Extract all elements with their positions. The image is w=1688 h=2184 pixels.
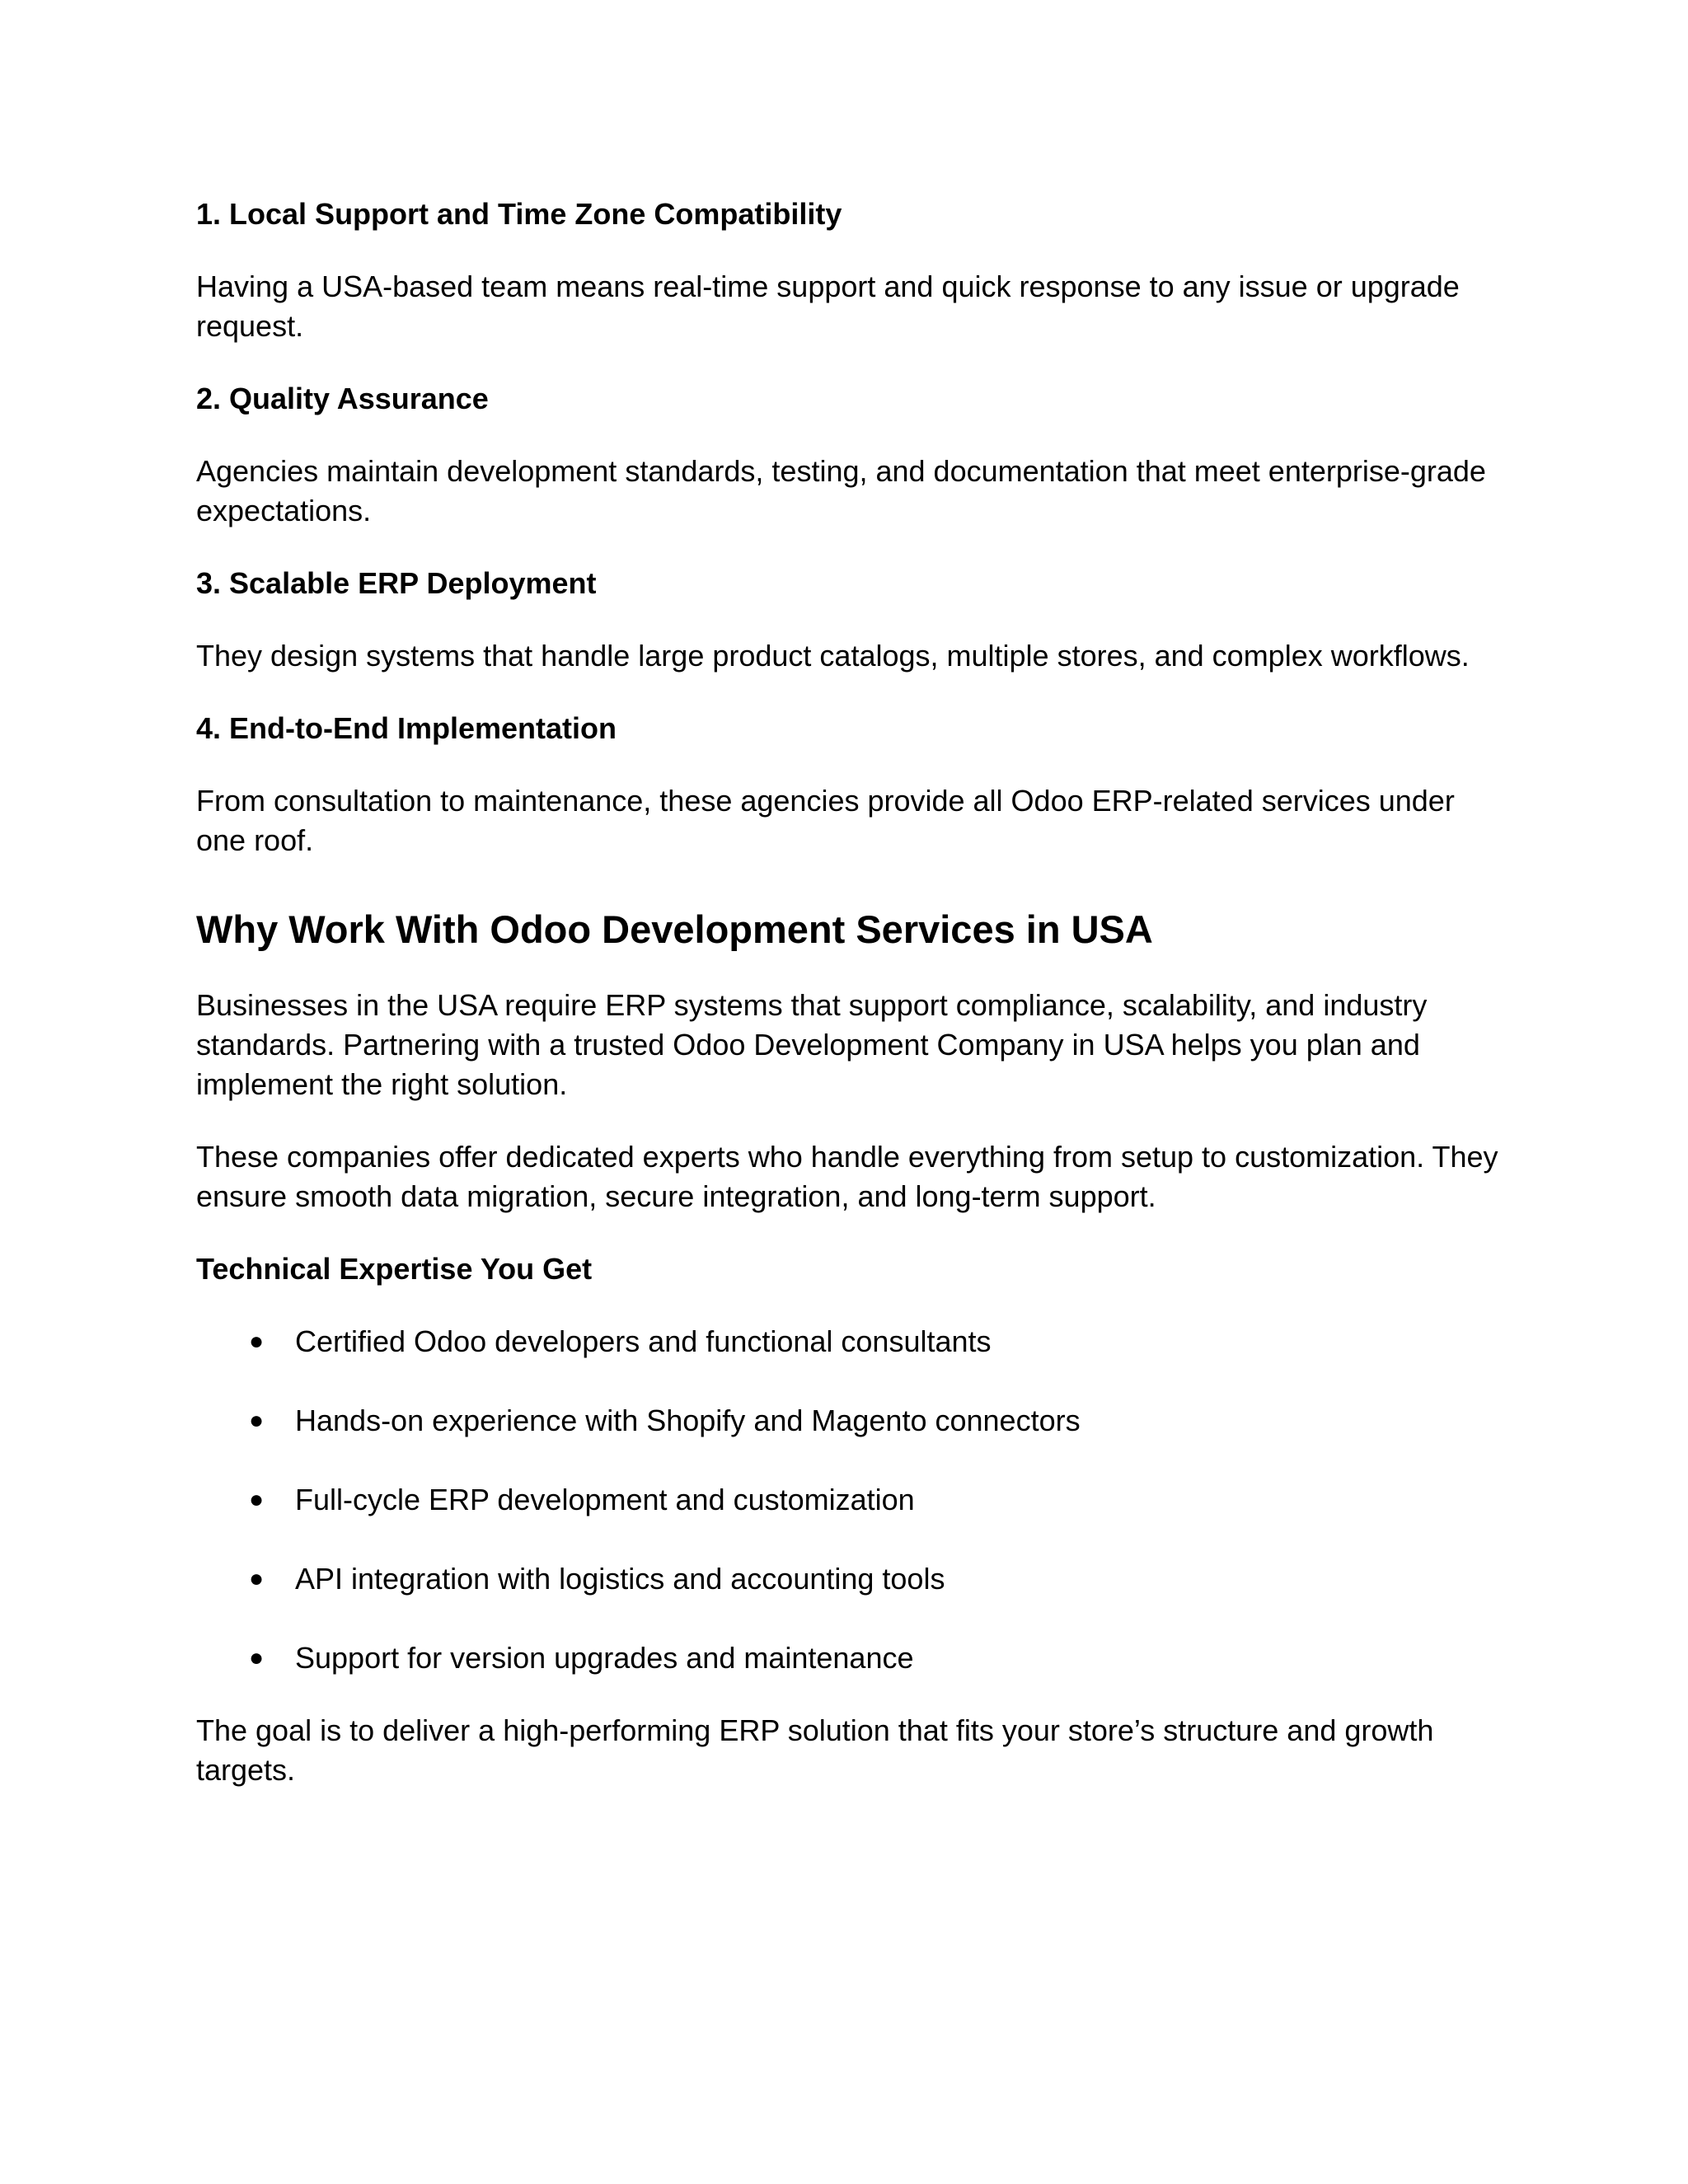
bullet-icon: ● <box>249 1486 265 1513</box>
list-item-text: Hands-on experience with Shopify and Magento connectors <box>295 1404 1081 1437</box>
section-body-quality-assurance: Agencies maintain development standards, testing, and documentation that meet enterprise-grade expectations. <box>196 454 1486 527</box>
bullet-icon: ● <box>249 1644 265 1671</box>
section-heading-scalable-erp: 3. Scalable ERP Deployment <box>196 566 597 600</box>
why-work-paragraph-1: Businesses in the USA require ERP systems that support compliance, scalability, and industry standards. Partnering with a trusted Odoo Development Company in USA helps you plan and implement the right solution. <box>196 988 1428 1101</box>
section-body-end-to-end: From consultation to maintenance, these agencies provide all Odoo ERP-related services under one roof. <box>196 784 1455 857</box>
list-item <box>196 1322 1498 1361</box>
bullet-icon: ● <box>249 1565 265 1592</box>
section-heading-quality-assurance: 2. Quality Assurance <box>196 382 489 415</box>
list-item <box>196 1480 1498 1520</box>
technical-expertise-heading: Technical Expertise You Get <box>196 1252 593 1286</box>
expertise-list <box>196 1322 1498 1678</box>
closing-paragraph: The goal is to deliver a high-performing ERP solution that fits your store’s structure and growth targets. <box>196 1713 1434 1787</box>
bullet-icon: ● <box>249 1328 265 1355</box>
section-body-local-support: Having a USA-based team means real-time support and quick response to any issue or upgrade request. <box>196 269 1460 343</box>
list-item-text: Certified Odoo developers and functional consultants <box>295 1324 992 1358</box>
list-item <box>196 1401 1498 1441</box>
bullet-icon: ● <box>249 1407 265 1434</box>
section-body-scalable-erp: They design systems that handle large product catalogs, multiple stores, and complex workflows. <box>196 639 1470 673</box>
list-item <box>196 1559 1498 1599</box>
list-item-text: Support for version upgrades and maintenance <box>295 1641 914 1675</box>
section-heading-local-support: 1. Local Support and Time Zone Compatibility <box>196 197 842 231</box>
why-work-paragraph-2: These companies offer dedicated experts who handle everything from setup to customization. They ensure smooth data migration, secure integration, and long-term support. <box>196 1140 1498 1213</box>
document-page <box>196 194 1498 1790</box>
section-heading-end-to-end: 4. End-to-End Implementation <box>196 711 617 745</box>
list-item <box>196 1638 1498 1678</box>
list-item-text: API integration with logistics and accounting tools <box>295 1562 945 1596</box>
why-work-heading: Why Work With Odoo Development Services in USA <box>196 907 1153 951</box>
list-item-text: Full-cycle ERP development and customization <box>295 1483 915 1516</box>
